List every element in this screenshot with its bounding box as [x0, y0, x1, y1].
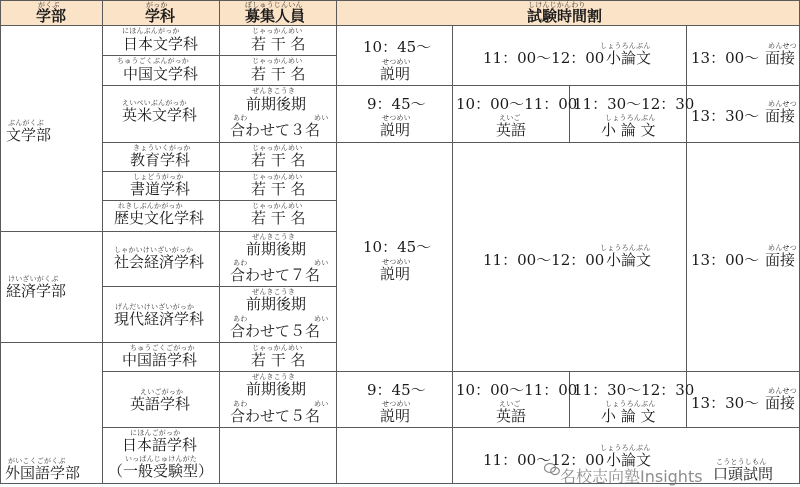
quota-ruby: あわ: [233, 400, 248, 408]
quota-label: 前期後期: [246, 240, 307, 258]
subject-label: 歴史文化学科: [114, 209, 205, 227]
dept-keizai-label: 経済学部: [6, 282, 67, 300]
quota-label: 前期後期: [246, 95, 307, 113]
header-subject-label: 学科: [145, 7, 176, 25]
quota-ruby: ぜんきこうき: [252, 373, 296, 381]
dept-bungaku-label: 文学部: [6, 126, 52, 144]
subject-ruby: ちゅうごくぶんがっか: [117, 57, 189, 65]
subject-label: 教育学科: [130, 151, 191, 169]
subject-label: 英米文学科: [122, 106, 198, 124]
header-schedule-label: 試験時間割: [527, 7, 603, 25]
header-dept-ruby: がくぶ: [38, 1, 60, 9]
exam-time: 10：00〜11：00: [456, 381, 578, 399]
exam-ruby: しょうろんぶん: [605, 114, 656, 122]
interview-ruby: めんせつ: [768, 100, 797, 108]
oral-exam-label: 口頭試問: [713, 465, 774, 483]
dept-gaikokugo-ruby: がいこくごがくぶ: [8, 457, 66, 465]
subject-ruby: しょどうがっか: [133, 173, 184, 181]
dept-bungaku-ruby: ぶんがくぶ: [8, 119, 44, 127]
explain-label: 説明: [380, 265, 411, 283]
exam-label: 英語: [496, 407, 527, 425]
subject-ruby: いっぱんじゅけんがた: [125, 455, 197, 463]
subject-ruby: きょういくがっか: [133, 144, 191, 152]
explain-label: 説明: [380, 407, 411, 425]
interview-label: 面接: [765, 394, 796, 412]
quota-cell: [219, 427, 337, 484]
schedule-cell: [336, 142, 453, 372]
quota-ruby: めい: [314, 315, 329, 323]
explain-label: 説明: [380, 121, 411, 139]
header-dept-label: 学部: [36, 7, 67, 25]
oral-exam-ruby: こうとうしもん: [716, 458, 767, 466]
exam-ruby: しょうろんぶん: [605, 400, 656, 408]
exam-label: 小論文: [606, 49, 652, 67]
quota-label: 若 干 名: [251, 209, 306, 227]
interview-time: 13：00〜: [691, 49, 760, 67]
exam-time: 11：00〜12：00: [483, 49, 605, 67]
exam-time: 11：30〜12：30: [573, 381, 695, 399]
quota-ruby: じゃっかんめい: [252, 57, 303, 65]
quota-ruby: めい: [314, 259, 329, 267]
subject-label: （一般受験型）: [108, 462, 214, 480]
interview-time: 13：30〜: [691, 394, 760, 412]
explain-time: 9：45〜: [367, 95, 426, 113]
quota-ruby: じゃっかんめい: [252, 344, 303, 352]
exam-label: 小論文: [606, 451, 652, 469]
exam-time: 11：30〜12：30: [573, 95, 695, 113]
quota-ruby: ぜんきこうき: [252, 233, 296, 241]
subject-label: 書道学科: [130, 180, 191, 198]
header-schedule-ruby: しけんじかんわり: [528, 1, 586, 9]
interview-label: 面接: [765, 49, 796, 67]
subject-label: 現代経済学科: [114, 310, 205, 328]
exam-time: 10：00〜11：00: [456, 95, 578, 113]
exam-time: 11：00〜12：00: [483, 251, 605, 269]
explain-time: 9：45〜: [367, 381, 426, 399]
quota-ruby: あわ: [233, 315, 248, 323]
dept-gaikokugo-label: 外国語学部: [5, 464, 81, 482]
subject-label: 日本文学科: [123, 35, 199, 53]
exam-ruby: しょうろんぶん: [600, 244, 651, 252]
quota-label: 若 干 名: [251, 151, 306, 169]
quota-ruby: ぜんきこうき: [252, 288, 296, 296]
quota-ruby: めい: [314, 400, 329, 408]
subject-ruby: にほんごがっか: [130, 429, 181, 437]
quota-label: 前期後期: [246, 295, 307, 313]
interview-time: 13：30〜: [691, 107, 760, 125]
quota-label: 合わせて５名: [230, 407, 321, 425]
quota-ruby: じゃっかんめい: [252, 144, 303, 152]
quota-ruby: じゃっかんめい: [252, 173, 303, 181]
subject-ruby: れきしぶんかがっか: [118, 202, 183, 210]
interview-ruby: めんせつ: [768, 387, 797, 395]
exam-ruby: えいご: [499, 114, 521, 122]
exam-time: 11：00〜12：00: [483, 451, 605, 469]
quota-ruby: あわ: [233, 114, 248, 122]
exam-ruby: えいご: [499, 400, 521, 408]
explain-ruby: せつめい: [382, 258, 411, 266]
subject-label: 中国語学科: [122, 351, 198, 369]
explain-label: 説明: [380, 65, 411, 83]
subject-ruby: ちゅうごくごがっか: [130, 344, 195, 352]
subject-ruby: えいごがっか: [140, 388, 184, 396]
explain-ruby: せつめい: [382, 400, 411, 408]
interview-label: 面接: [765, 107, 796, 125]
subject-ruby: しゃかいけいざいがっか: [114, 246, 194, 254]
schedule-cell: [336, 427, 453, 484]
subject-ruby: えいべいぶんがっか: [122, 99, 187, 107]
quota-label: 合わせて７名: [230, 266, 321, 284]
watermark-text: 名校志向塾Insights: [560, 467, 703, 486]
interview-time: 13：00〜: [691, 251, 760, 269]
wechat-icon: [544, 462, 560, 476]
subject-label: 中国文学科: [123, 65, 199, 83]
subject-label: 英語学科: [130, 395, 191, 413]
subject-ruby: にほんぶんがっか: [122, 27, 180, 35]
exam-label: 小 論 文: [601, 407, 656, 425]
quota-label: 若 干 名: [251, 35, 306, 53]
quota-label: 前期後期: [246, 380, 307, 398]
quota-ruby: ぜんきこうき: [252, 87, 296, 95]
subject-ruby: げんだいけいざいがっか: [115, 303, 195, 311]
subject-label: 社会経済学科: [114, 253, 205, 271]
interview-ruby: めんせつ: [768, 244, 797, 252]
interview-ruby: めんせつ: [768, 42, 797, 50]
quota-label: 若 干 名: [251, 65, 306, 83]
quota-label: 若 干 名: [251, 180, 306, 198]
interview-label: 面接: [765, 251, 796, 269]
quota-label: 合わせて５名: [230, 322, 321, 340]
quota-label: 合わせて３名: [230, 121, 321, 139]
subject-label: 日本語学科: [122, 436, 198, 454]
explain-ruby: せつめい: [382, 58, 411, 66]
header-quota-ruby: ぼしゅうじんいん: [245, 1, 303, 9]
header-quota-label: 募集人員: [245, 7, 306, 25]
exam-ruby: しょうろんぶん: [600, 42, 651, 50]
exam-ruby: しょうろんぶん: [600, 444, 651, 452]
exam-label: 小 論 文: [601, 121, 656, 139]
quota-ruby: じゃっかんめい: [252, 27, 303, 35]
quota-label: 若 干 名: [251, 351, 306, 369]
explain-ruby: せつめい: [382, 114, 411, 122]
header-subject-ruby: がっか: [146, 1, 168, 9]
explain-time: 10：45〜: [363, 38, 432, 56]
exam-label: 英語: [496, 121, 527, 139]
explain-time: 10：45〜: [363, 238, 432, 256]
quota-ruby: めい: [314, 114, 329, 122]
exam-label: 小論文: [606, 251, 652, 269]
quota-ruby: あわ: [233, 259, 248, 267]
dept-keizai-ruby: けいざいがくぶ: [8, 275, 59, 283]
quota-ruby: じゃっかんめい: [252, 202, 303, 210]
